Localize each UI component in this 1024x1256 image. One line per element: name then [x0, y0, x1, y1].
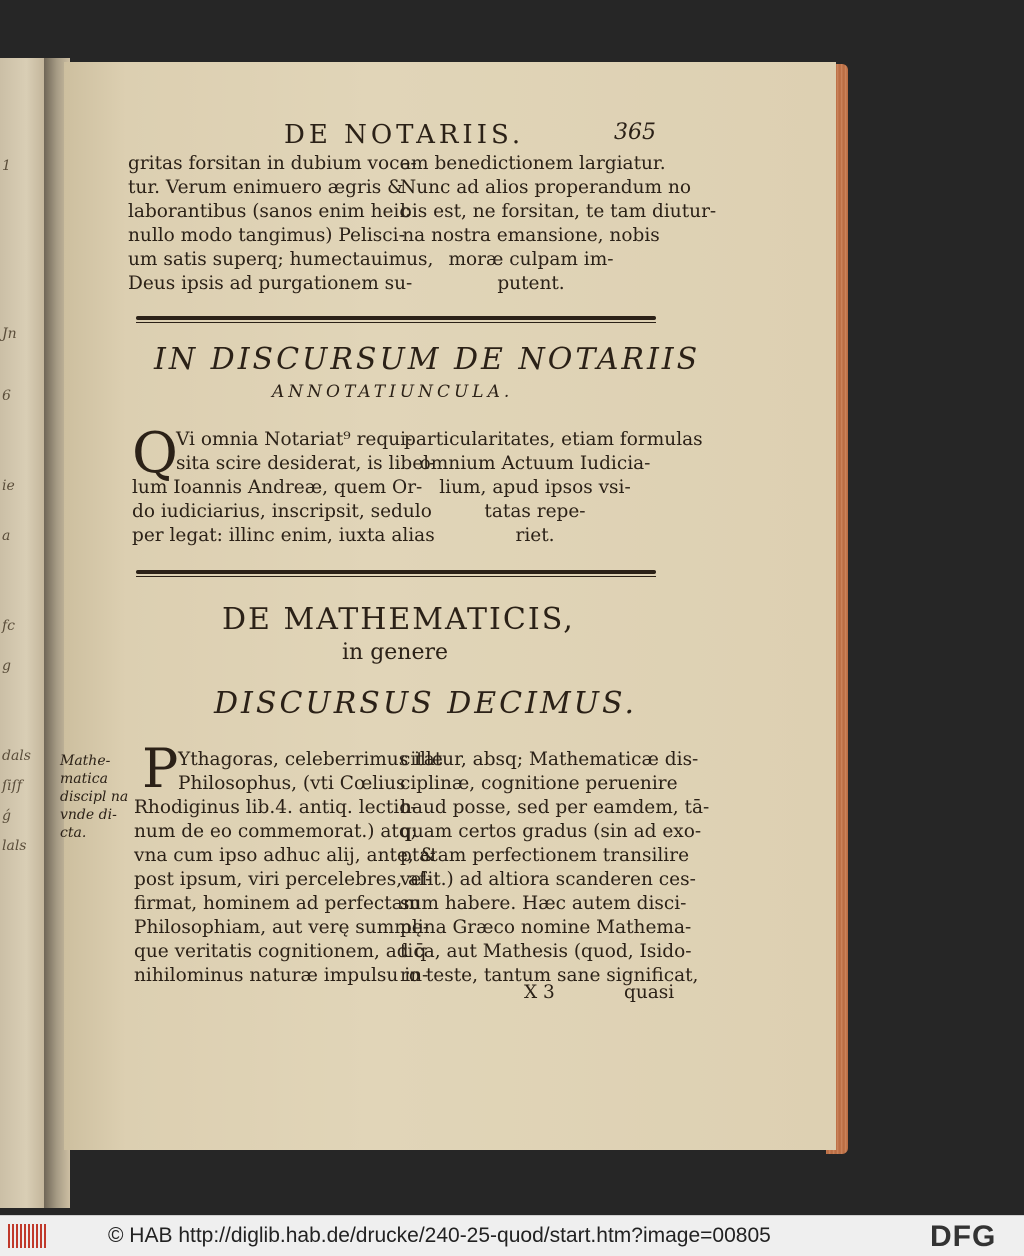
dfg-logo: DFG — [930, 1220, 997, 1253]
margin-note-line: vnde di- — [60, 807, 117, 823]
verso-fragment: ǵ — [2, 808, 11, 824]
text-line: moræ culpam im- — [448, 249, 614, 270]
text-line: velit.) ad altiora scanderen ces- — [400, 869, 696, 890]
text-line: Rhodiginus lib.4. antiq. lectio- — [134, 797, 417, 818]
margin-note-line: discipl na — [60, 789, 129, 805]
margin-note — [60, 752, 128, 842]
page-number: 365 — [614, 120, 656, 145]
body-left-column — [134, 796, 437, 988]
text-line: per legat: illinc enim, iuxta alias — [132, 525, 435, 546]
verso-fragment: ie — [2, 478, 15, 494]
verso-fragment: ſiſf — [2, 778, 23, 794]
margin-note-line: Mathe- — [60, 753, 111, 769]
section-rule — [136, 316, 656, 320]
text-line: bis est, ne forsitan, te tam diutur- — [400, 201, 717, 222]
text-line: um satis superq; humectauimus, — [128, 249, 434, 270]
text-line: particularitates, etiam formulas — [404, 429, 703, 450]
text-line: quam certos gradus (sin ad exo- — [400, 821, 702, 842]
verso-fragment: a — [2, 528, 11, 544]
margin-note-line: matica — [60, 771, 108, 787]
top-right-column — [400, 152, 717, 296]
text-line: Ythagoras, celeberrimus ille — [178, 749, 443, 770]
text-line: am benedictionem largiatur. — [400, 153, 666, 174]
section-title: IN DISCURSUM DE NOTARIIS — [154, 342, 701, 377]
text-line: gritas forsitan in dubium voce- — [128, 153, 417, 174]
verso-fragment: lals — [2, 838, 27, 854]
verso-fragment: 6 — [2, 388, 11, 404]
verso-fragment: Jn — [2, 326, 17, 342]
text-line: Philosophiam, aut verę summę- — [134, 917, 429, 938]
text-line: haud posse, sed per eamdem, tā- — [400, 797, 710, 818]
section-rule — [136, 570, 656, 574]
text-line: lium, apud ipsos vsi- — [439, 477, 631, 498]
text-line: do iudiciarius, inscripsit, sedulo — [132, 501, 432, 522]
section-subtitle: ANNOTATIUNCULA. — [272, 382, 514, 402]
signature-mark: X 3 — [524, 982, 555, 1003]
text-line: na nostra emansione, nobis — [402, 225, 660, 246]
text-line: ro teste, tantum sane significat, — [400, 965, 699, 986]
text-line: num de eo commemorat.) atq; — [134, 821, 417, 842]
catchword: quasi — [624, 982, 675, 1003]
body-right-column — [400, 748, 710, 988]
text-line: que veritatis cognitionem, ad q̄ — [134, 941, 427, 962]
text-line: nullo modo tangimus) Pelisci- — [128, 225, 405, 246]
text-line: nihilominus naturæ impulsu in- — [134, 965, 429, 986]
text-line: putent. — [497, 273, 565, 294]
text-line: citatur, absq; Mathematicæ dis- — [400, 749, 699, 770]
text-line: firmat, hominem ad perfectam — [134, 893, 421, 914]
text-line: post ipsum, viri percelebres, af- — [134, 869, 432, 890]
text-line: lum Ioannis Andreæ, quem Or- — [132, 477, 423, 498]
annotation-left-column-cont — [132, 476, 435, 548]
text-line: Philosophus, (vti Cœlius — [178, 773, 406, 794]
discourse-title: DISCURSUS DECIMUS. — [214, 686, 637, 721]
chapter-subtitle: in genere — [342, 640, 449, 665]
verso-fragment: 1 — [2, 158, 11, 174]
verso-page-edge — [0, 58, 48, 1208]
book-page — [60, 62, 836, 1150]
text-line: Nunc ad alios properandum no — [400, 177, 692, 198]
text-line: riet. — [515, 525, 555, 546]
text-line: vna cum ipso adhuc alij, ante, & — [134, 845, 437, 866]
annotation-right-column — [404, 428, 703, 548]
text-line: tica, aut Mathesis (quod, Isido- — [400, 941, 692, 962]
text-line: sum habere. Hæc autem disci- — [400, 893, 687, 914]
text-line: plina Græco nomine Mathema- — [400, 917, 692, 938]
drop-capital: Q — [132, 421, 178, 486]
text-line: sita scire desiderat, is libel- — [176, 453, 436, 474]
hab-barcode-icon — [8, 1224, 48, 1248]
annotation-left-column — [176, 428, 436, 476]
text-line: tatas repe- — [484, 501, 586, 522]
chapter-title: DE MATHEMATICIS, — [222, 602, 575, 637]
text-line: ptatam perfectionem transilire — [400, 845, 690, 866]
verso-fragment: g — [2, 658, 11, 674]
margin-note-line: cta. — [60, 825, 87, 841]
text-line: Deus ipsis ad purgationem su- — [128, 273, 413, 294]
text-line: Vi omnia Notariat⁹ requi- — [176, 429, 413, 450]
verso-fragment: dals — [2, 748, 31, 764]
drop-capital: P — [142, 737, 179, 800]
body-left-column-top — [178, 748, 443, 796]
copyright-url-text: © HAB http://diglib.hab.de/drucke/240-25-quod/start.htm?image=00805 — [108, 1224, 771, 1247]
text-line: tur. Verum enimuero ægris & — [128, 177, 404, 198]
footer-bar — [0, 1215, 1024, 1256]
text-line: laborantibus (sanos enim heic — [128, 201, 410, 222]
verso-fragment: fc — [2, 618, 16, 634]
running-head: DE NOTARIIS. — [284, 120, 525, 150]
text-line: omnium Actuum Iudicia- — [419, 453, 651, 474]
top-left-column — [128, 152, 434, 296]
text-line: ciplinæ, cognitione peruenire — [400, 773, 678, 794]
